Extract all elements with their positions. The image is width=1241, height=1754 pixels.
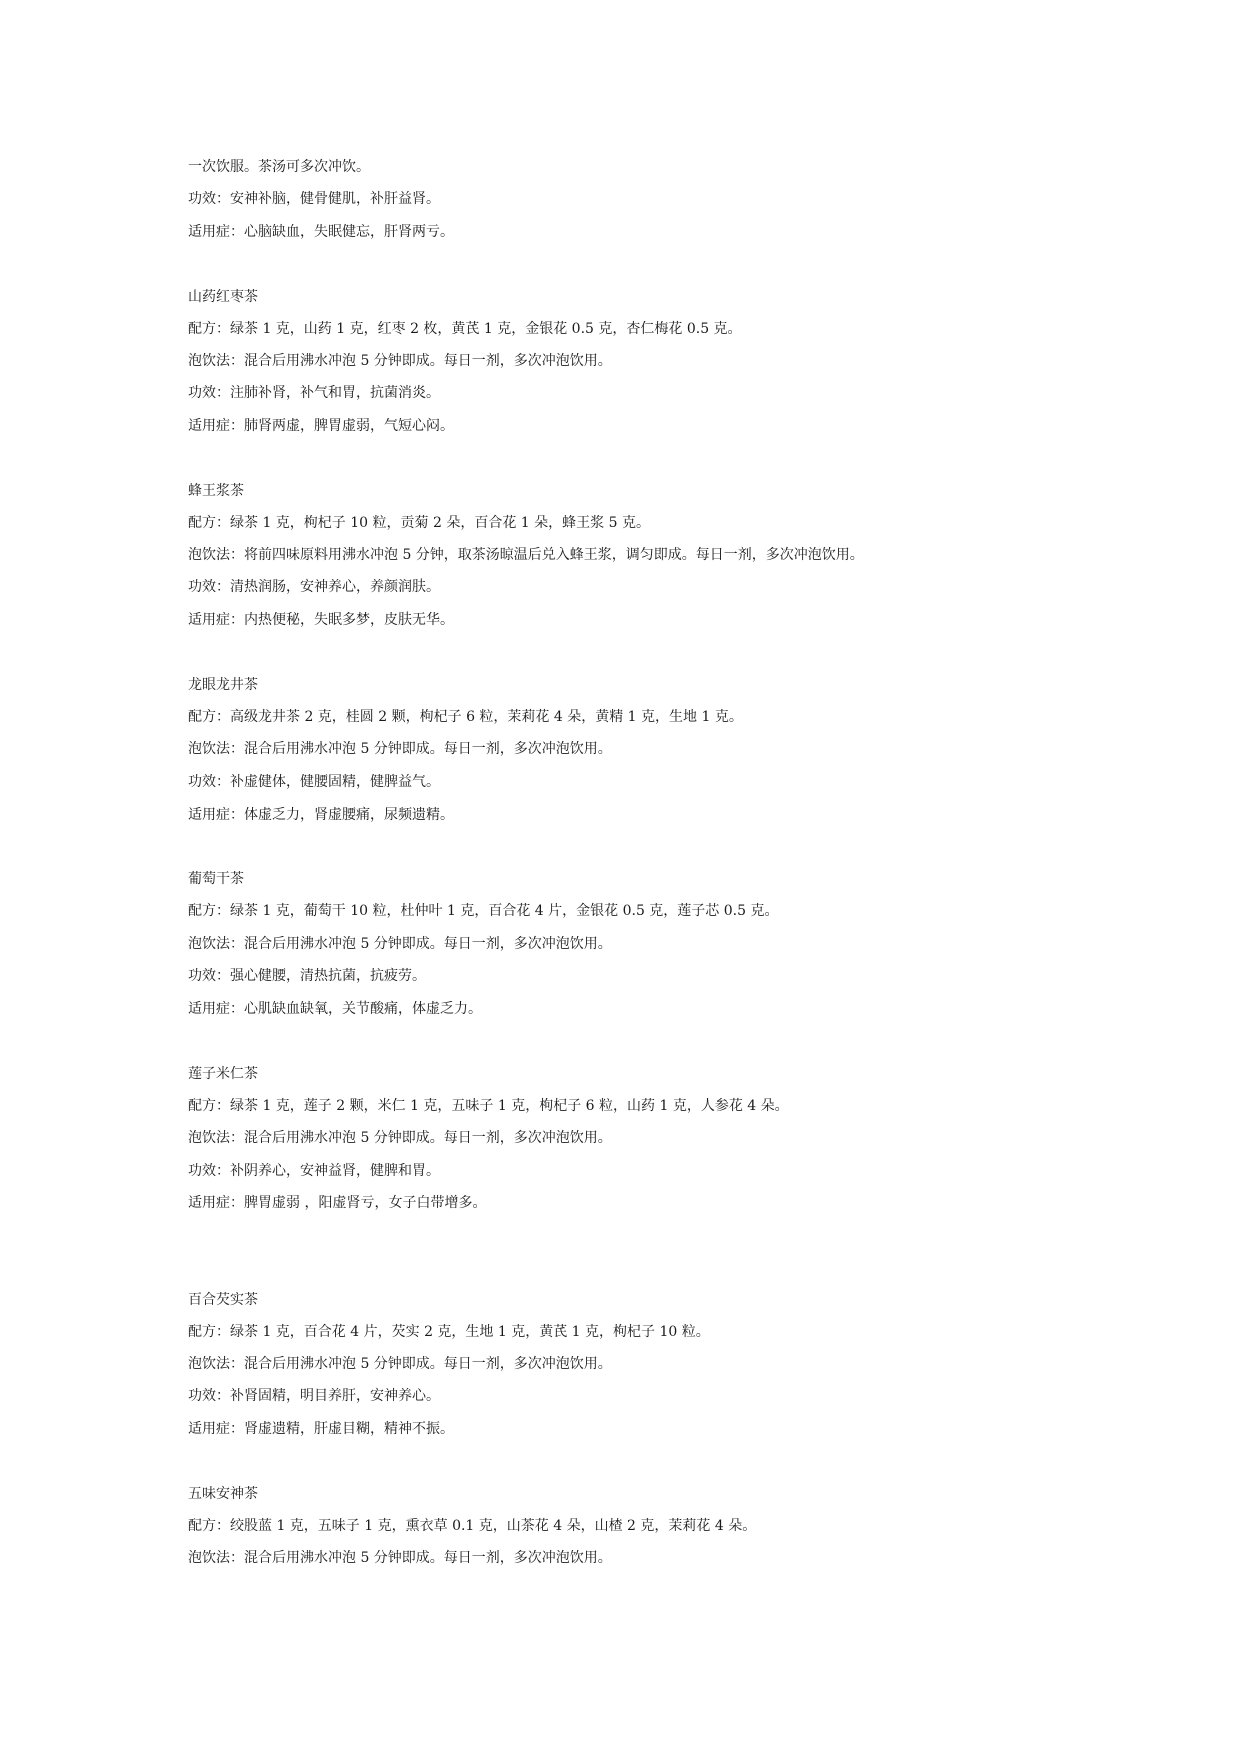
recipe-indication: 适用症：脾胃虚弱 ，阳虚肾亏，女子白带增多。 [188,1195,487,1211]
recipe-title: 山药红枣茶 [188,289,258,305]
recipe-formula: 配方：绿茶 1 克，枸杞子 10 粒，贡菊 2 朵，百合花 1 朵，蜂王浆 5 克。 [188,515,650,531]
intro-indication: 适用症：心脑缺血，失眠健忘，肝肾两亏。 [188,224,454,240]
recipe-title: 莲子米仁茶 [188,1066,258,1082]
recipe-brew: 泡饮法：混合后用沸水冲泡 5 分钟即成。每日一剂，多次冲泡饮用。 [188,353,612,369]
recipe-title: 葡萄干茶 [188,871,244,887]
recipe-formula: 配方：高级龙井茶 2 克，桂圆 2 颗，枸杞子 6 粒，茉莉花 4 朵，黄精 1 克，生地 1 克。 [188,709,743,725]
recipe-indication: 适用症：肾虚遗精，肝虚目糊，精神不振。 [188,1421,454,1437]
recipe-brew: 泡饮法：混合后用沸水冲泡 5 分钟即成。每日一剂，多次冲泡饮用。 [188,1130,612,1146]
recipe-formula: 配方：绞股蓝 1 克，五味子 1 克，熏衣草 0.1 克，山茶花 4 朵，山楂 2 克，茉莉花 4 朵。 [188,1518,757,1534]
recipe-indication: 适用症：心肌缺血缺氧，关节酸痛，体虚乏力。 [188,1001,482,1017]
recipe-formula: 配方：绿茶 1 克，山药 1 克，红枣 2 枚，黄芪 1 克，金银花 0.5 克，杏仁梅花 0.5 克。 [188,321,742,337]
recipe-brew: 泡饮法：混合后用沸水冲泡 5 分钟即成。每日一剂，多次冲泡饮用。 [188,741,612,757]
recipe-title: 蜂王浆茶 [188,483,244,499]
recipe-effect: 功效：强心健腰，清热抗菌，抗疲劳。 [188,968,426,984]
intro-line-1: 一次饮服。茶汤可多次冲饮。 [188,159,370,175]
recipe-title: 龙眼龙井茶 [188,677,258,693]
recipe-formula: 配方：绿茶 1 克，莲子 2 颗，米仁 1 克，五味子 1 克，枸杞子 6 粒，山药 1 克，人参花 4 朵。 [188,1098,789,1114]
recipe-effect: 功效：注肺补肾，补气和胃，抗菌消炎。 [188,385,440,401]
intro-effect: 功效：安神补脑，健骨健肌，补肝益肾。 [188,191,440,207]
recipe-formula: 配方：绿茶 1 克，葡萄干 10 粒，杜仲叶 1 克，百合花 4 片，金银花 0.5 克，莲子芯 0.5 克。 [188,903,779,919]
recipe-indication: 适用症：体虚乏力，肾虚腰痛，尿频遗精。 [188,807,454,823]
recipe-brew: 泡饮法：混合后用沸水冲泡 5 分钟即成。每日一剂，多次冲泡饮用。 [188,1550,612,1566]
recipe-formula: 配方：绿茶 1 克，百合花 4 片，芡实 2 克，生地 1 克，黄芪 1 克，枸杞子 10 粒。 [188,1324,710,1340]
recipe-effect: 功效：补虚健体，健腰固精，健脾益气。 [188,774,440,790]
recipe-title: 百合芡实茶 [188,1292,258,1308]
recipe-indication: 适用症：内热便秘，失眠多梦，皮肤无华。 [188,612,454,628]
recipe-effect: 功效：补阴养心，安神益肾，健脾和胃。 [188,1163,440,1179]
recipe-brew: 泡饮法：混合后用沸水冲泡 5 分钟即成。每日一剂，多次冲泡饮用。 [188,1356,612,1372]
recipe-indication: 适用症：肺肾两虚，脾胃虚弱，气短心闷。 [188,418,454,434]
recipe-effect: 功效：清热润肠，安神养心，养颜润肤。 [188,579,440,595]
recipe-brew: 泡饮法：混合后用沸水冲泡 5 分钟即成。每日一剂，多次冲泡饮用。 [188,936,612,952]
recipe-title: 五味安神茶 [188,1486,258,1502]
recipe-brew: 泡饮法：将前四味原料用沸水冲泡 5 分钟，取茶汤晾温后兑入蜂王浆，调匀即成。每日一剂，多次冲泡饮用。 [188,547,864,563]
recipe-effect: 功效：补肾固精，明目养肝，安神养心。 [188,1388,440,1404]
